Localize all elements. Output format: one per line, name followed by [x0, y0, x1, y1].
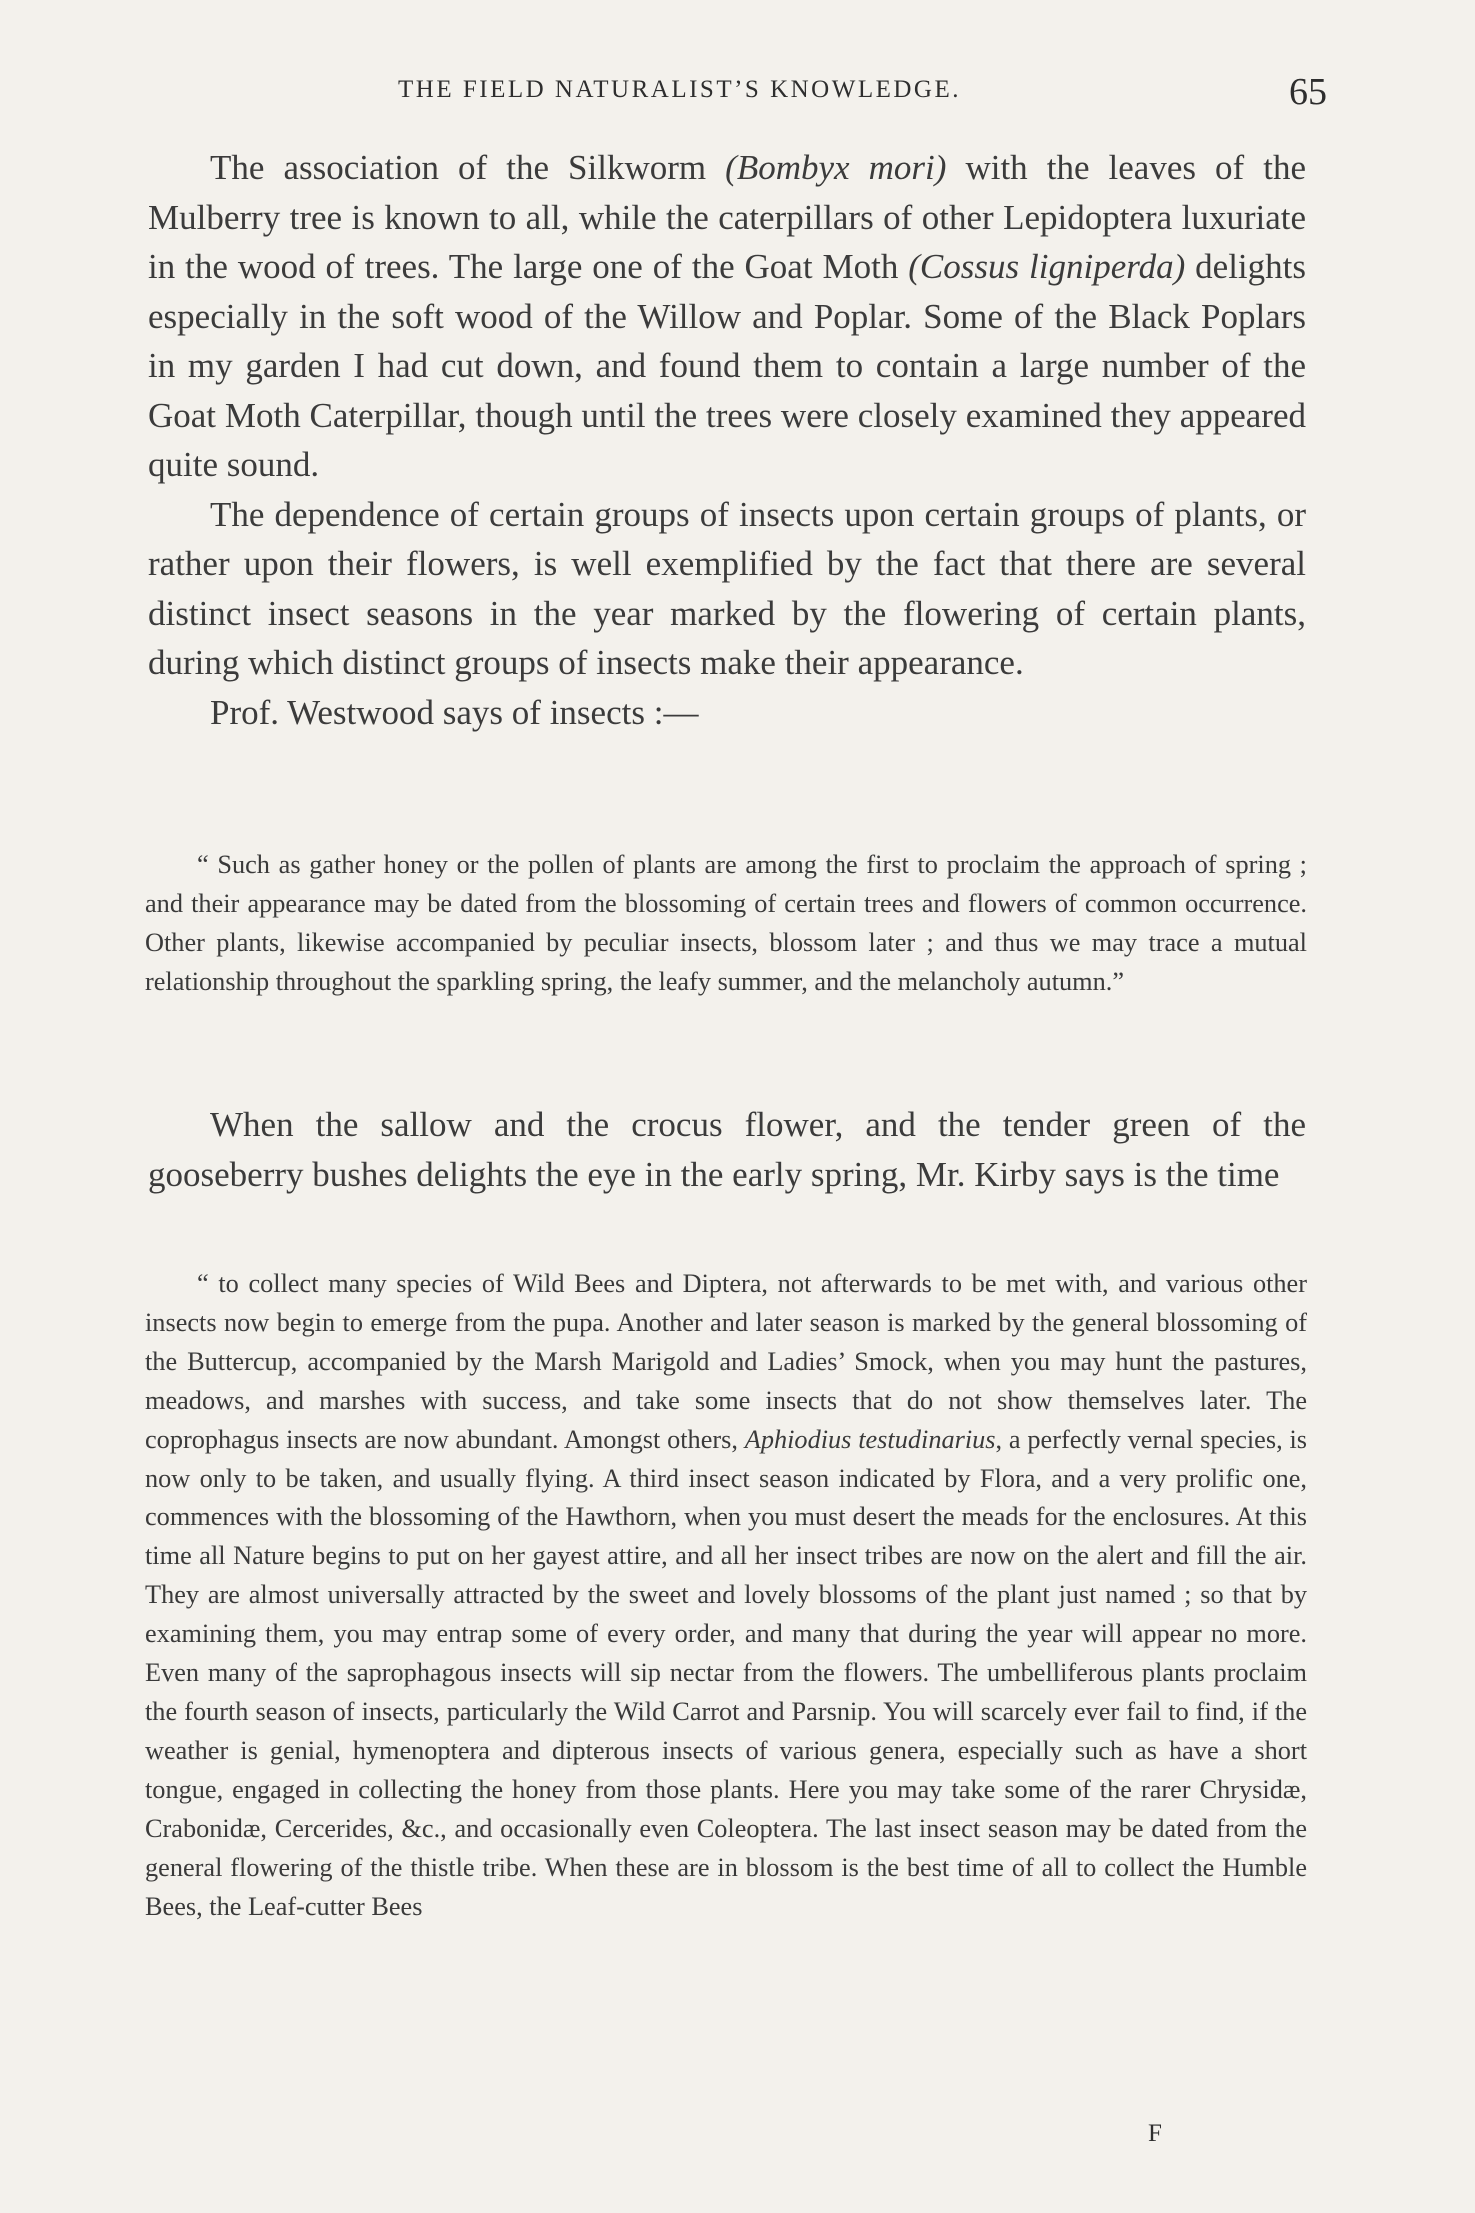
page-number: 65: [1289, 71, 1327, 113]
paragraph-dependence: The dependence of certain groups of insects upon certain groups of plants, or rather upon their flowers, is well exemplified by the fact that there are several distinct insect seasons in the year marked by the flowering of certain plants, during which distinct groups of insects make their appearance.: [148, 494, 1306, 682]
scientific-name-cossus: (Cossus ligniperda): [908, 247, 1186, 286]
quote-kirby: [145, 1265, 1307, 1926]
scientific-name-bombyx: (Bombyx mori): [725, 148, 947, 187]
paragraph-westwood-intro: Prof. Westwood says of insects :—: [210, 692, 699, 732]
page-header: [148, 70, 1327, 120]
quote-kirby-text: “ to collect many species of Wild Bees and Diptera, not afterwards to be met with, and various other insects now begin to emerge from the pupa. Another and later season is marked by the general blossoming of the Buttercup, accompanied by the Marsh Marigold and Ladies’ Smock, when you may hunt the pastures, meadows, and marshes with success, and take some insects that do not show themselves later. The coprophagus insects are now abundant. Amongst others, Aphiodius testudinarius, a perfectly vernal species, is now only to be taken, and usually flying. A third insect season indicated by Flora, and a very prolific one, commences with the blossoming of the Hawthorn, when you must desert the meads for the enclosures. At this time all Nature begins to put on her gayest attire, and all her insect tribes are now on the alert and fill the air. They are almost universally attracted by the sweet and lovely blossoms of the plant just named ; so that by examining them, you may entrap some of every order, and many that during the year will appear no more. Even many of the saprophagous insects will sip nectar from the flowers. The umbelliferous plants proclaim the fourth season of insects, particularly the Wild Carrot and Parsnip. You will scarcely ever fail to find, if the weather is genial, hymenoptera and dipterous insects of various genera, especially such as have a short tongue, engaged in collecting the honey from those plants. Here you may take some of the rarer Chrysidæ, Crabonidæ, Cercerides, &c., and occasionally even Coleoptera. The last insect season may be dated from the general flowering of the thistle tribe. When these are in blossom is the best time of all to collect the Humble Bees, the Leaf-cutter Bees: [145, 1269, 1307, 1921]
paragraph-kirby-intro: When the sallow and the crocus flower, and the tender green of the gooseberry bushes delights the eye in the early spring, Mr. Kirby says is the time: [148, 1105, 1306, 1194]
body-text-middle: [148, 1100, 1306, 1199]
signature-mark: F: [1148, 2120, 1162, 2147]
scientific-name-aphiodius: Aphiodius testudinarius: [744, 1424, 996, 1454]
body-text-top: [148, 143, 1306, 737]
quote-westwood-text: “ Such as gather honey or the pollen of plants are among the first to proclaim the approach of spring ; and their appearance may be dated from the blossoming of certain trees and flowers of common occurrence. Other plants, likewise accompanied by peculiar insects, blossom later ; and thus we may trace a mutual relationship throughout the sparkling spring, the leafy summer, and the melancholy autumn.”: [145, 850, 1307, 996]
paragraph-silkworm: The association of the Silkworm (Bombyx mori) with the leaves of the Mulberry tree is known to all, while the caterpillars of other Lepidoptera luxuriate in the wood of trees. The large one of the Goat Moth (Cossus ligniperda) delights especially in the soft wood of the Willow and Poplar. Some of the Black Poplars in my garden I had cut down, and found them to contain a large number of the Goat Moth Caterpillar, though until the trees were closely examined they appeared quite sound.: [148, 148, 1307, 484]
running-head: THE FIELD NATURALIST’S KNOWLEDGE.: [398, 76, 961, 103]
quote-westwood: [145, 846, 1307, 1002]
